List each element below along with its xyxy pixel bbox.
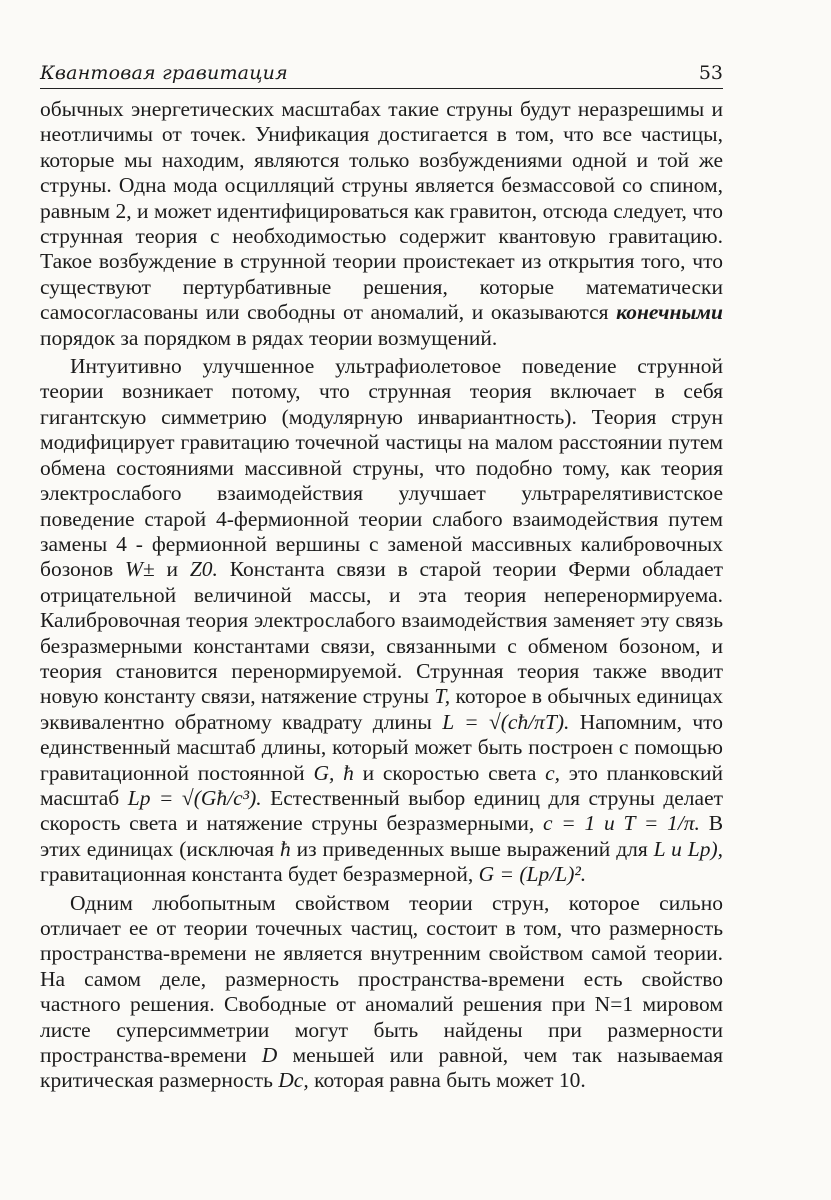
p2-text-j: гравитационная константа будет безразмерной, <box>40 862 474 887</box>
math-hbar-2: ħ <box>279 836 291 861</box>
p3-text-c: которая равна быть может 10. <box>314 1068 586 1093</box>
p1-text-a: обычных энергетических масштабах такие струны будут неразрешимы и неотличимы от точек. Унификация достигается в том, что все частицы, которые мы находим, являются только возбуждениями одной и той же струны. Одна мода осцилляций струны является безмассовой со спином, равным 2, и может идентифицироваться как гравитон, отсюда следует, что струнная теория с необходимостью содержит квантовую гравитацию. Такое возбуждение в струнной теории проистекает из открытия того, что существуют пертурбативные решения, которые математически самосогласованы или свободны от аномалий, и оказываются <box>40 97 723 325</box>
math-dc: Dc, <box>278 1068 309 1093</box>
p2-text-c: которое в обычных единицах эквивалентно обратному квадрату длины <box>40 684 723 734</box>
p3-text-a: Одним любопытным свойством теории струн, которое сильно отличает ее от теории точечных частиц, состоит в том, что размерность пространства-времени не является внутренним свойством самой теории. На самом деле, размерность пространства-времени есть свойство частного решения. Свободные от аномалий решения при N=1 мировом листе суперсимметрии могут быть найдены при размерности пространства-времени <box>40 890 723 1068</box>
math-g-def: G = (Lp/L)². <box>478 862 587 887</box>
chapter-title: Квантовая гравитация <box>40 62 288 84</box>
book-page <box>40 54 723 1094</box>
p2-text-g: Естественный выбор единиц для струны делает скорость света и натяжение струны безразмерными, <box>40 785 724 836</box>
math-and: и <box>166 557 179 582</box>
p2-text-b: Константа связи в старой теории Ферми обладает отрицательной величиной массы, и эта теория неперенормируема. Калибровочная теория электрослабого взаимодействия заменяет эту связь безразмерными константами связи, связанными с обменом бозоном, и теория становится перенормируемой. Струнная теория также вводит новую константу связи, натяжение струны <box>40 557 724 709</box>
p2-text-f: это планковский масштаб <box>40 760 724 810</box>
math-z0: Z0. <box>189 557 218 582</box>
math-d: D <box>261 1043 278 1068</box>
page-number: 53 <box>698 62 723 84</box>
math-length-def: L = √(cħ/πT). <box>442 709 570 734</box>
paragraph-1 <box>40 97 723 351</box>
math-c: c, <box>545 760 561 785</box>
paragraph-3 <box>40 891 723 1094</box>
math-w-pm: W± <box>125 557 155 582</box>
paragraph-2 <box>40 354 723 888</box>
math-units: c = 1 и T = 1/π. <box>543 811 700 836</box>
math-hbar: ħ <box>343 760 354 785</box>
math-tension: T, <box>434 684 451 709</box>
p2-text-h: В этих единицах (исключая <box>40 811 724 861</box>
p1-text-b: порядок за порядком в рядах теории возмущений. <box>40 325 498 350</box>
p3-text-b: меньшей или равной, чем так называемая критическая размерность <box>40 1043 723 1093</box>
math-l-and-lp: L и Lp), <box>653 836 724 861</box>
running-head <box>40 54 723 89</box>
body-text <box>40 97 723 1094</box>
p2-text-a: Интуитивно улучшенное ультрафиолетовое поведение струнной теории возникает потому, что струнная теория включает в себя гигантскую симметрию (модулярную инвариантность). Теория струн модифицирует гравитацию точечной частицы на малом расстоянии путем обмена состояниями массивной струны, что подобно тому, как теория электрослабого взаимодействия улучшает ультрарелятивистское поведение старой 4-фермионной теории слабого взаимодействия путем замены 4 - фермионной вершины с заменой массивных калибровочных бозонов <box>40 354 723 582</box>
p2-text-i: из приведенных выше выражений для <box>296 836 648 861</box>
p2-text-d: Напомним, что единственный масштаб длины, который может быть построен с помощью гравитационной постоянной <box>40 709 723 785</box>
p1-emphasis: конечными <box>616 300 723 325</box>
math-g: G, <box>313 760 335 785</box>
math-planck-def: Lp = √(Għ/c³). <box>127 785 262 810</box>
p2-text-e: и скоростью света <box>362 760 537 785</box>
